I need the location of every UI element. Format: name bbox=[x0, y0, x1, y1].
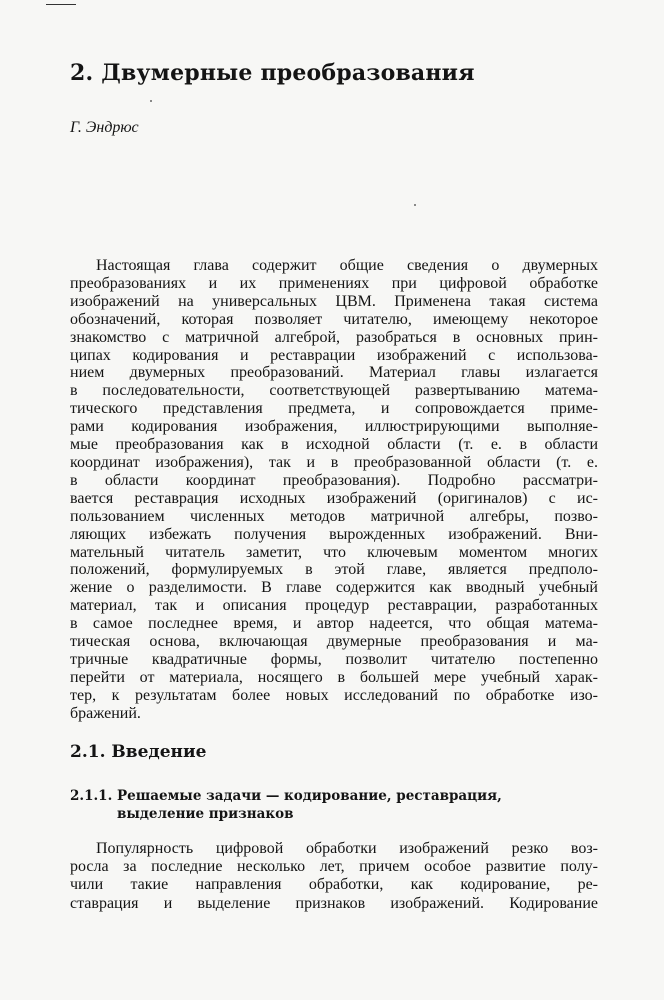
subsection-heading bbox=[70, 787, 590, 823]
chapter-author: Г. Эндрюс bbox=[70, 119, 139, 136]
body-paragraph bbox=[70, 840, 598, 913]
subsection-title-line: выделение признаков bbox=[117, 806, 294, 822]
abstract-line: перейти от материала, носящего в большей мере учебный харак- bbox=[70, 668, 598, 686]
abstract-line: тер, к результатам более новых исследований по обработке изо- bbox=[70, 686, 598, 704]
abstract-line: мые преобразования как в исходной области (т. е. в области bbox=[70, 436, 598, 454]
abstract-line: рами кодирования изображения, иллюстрирующими выполняе- bbox=[70, 418, 598, 436]
abstract-line: изображений на универсальных ЦВМ. Применена такая система bbox=[70, 292, 598, 310]
print-speck bbox=[414, 204, 416, 206]
chapter-abstract bbox=[70, 257, 598, 723]
abstract-line: ципах кодирования и реставрации изображений с использова- bbox=[70, 346, 598, 364]
top-rule bbox=[46, 4, 76, 5]
abstract-line: бражений. bbox=[70, 704, 141, 722]
abstract-line: тическая основа, включающая двумерные преобразования и ма- bbox=[70, 633, 598, 651]
abstract-line: пользованием численных методов матричной алгебры, позво- bbox=[70, 507, 598, 525]
chapter-title: 2. Двумерные преобразования bbox=[70, 60, 475, 86]
abstract-line: преобразованиях и их применениях при цифровой обработке bbox=[70, 274, 598, 292]
abstract-line: положений, формулируемых в этой главе, является предполо- bbox=[70, 561, 598, 579]
body-line: росла за последние несколько лет, причем особое развитие полу- bbox=[70, 858, 598, 876]
subsection-title-line: Решаемые задачи — кодирование, реставрация, bbox=[117, 788, 502, 804]
body-line: ставрация и выделение признаков изображений. Кодирование bbox=[70, 894, 598, 912]
abstract-line: в самое последнее время, и автор надеется, что общая матема- bbox=[70, 615, 598, 633]
abstract-line: тричные квадратичные формы, позволит читателю постепенно bbox=[70, 650, 598, 668]
abstract-line: нием двумерных преобразований. Материал главы излагается bbox=[70, 364, 598, 382]
body-line: чили такие направления обработки, как кодирование, ре- bbox=[70, 876, 598, 894]
abstract-line: Настоящая глава содержит общие сведения о двумерных bbox=[96, 257, 598, 274]
abstract-line: в области координат преобразования). Подробно рассматри- bbox=[70, 471, 598, 489]
abstract-line: мательный читатель заметит, что ключевым моментом многих bbox=[70, 543, 598, 561]
abstract-line: координат изображения), так и в преобразованной области (т. е. bbox=[70, 453, 598, 471]
abstract-line: вается реставрация исходных изображений (оригиналов) с ис- bbox=[70, 489, 598, 507]
abstract-line: обозначений, которая позволяет читателю, имеющему некоторое bbox=[70, 310, 598, 328]
abstract-line: знакомство с матричной алгеброй, разобраться в основных прин- bbox=[70, 328, 598, 346]
body-line: Популярность цифровой обработки изображений резко воз- bbox=[96, 840, 598, 857]
subsection-number: 2.1.1. bbox=[70, 788, 113, 804]
abstract-line: в последовательности, соответствующей развертыванию матема- bbox=[70, 382, 598, 400]
print-speck bbox=[150, 100, 152, 102]
abstract-line: тического представления предмета, и сопровождается приме- bbox=[70, 400, 598, 418]
section-heading: 2.1. Введение bbox=[70, 742, 207, 762]
abstract-line: жение о разделимости. В главе содержится как вводный учебный bbox=[70, 579, 598, 597]
abstract-line: материал, так и описания процедур реставрации, разработанных bbox=[70, 597, 598, 615]
abstract-line: ляющих избежать получения вырожденных изображений. Вни- bbox=[70, 525, 598, 543]
